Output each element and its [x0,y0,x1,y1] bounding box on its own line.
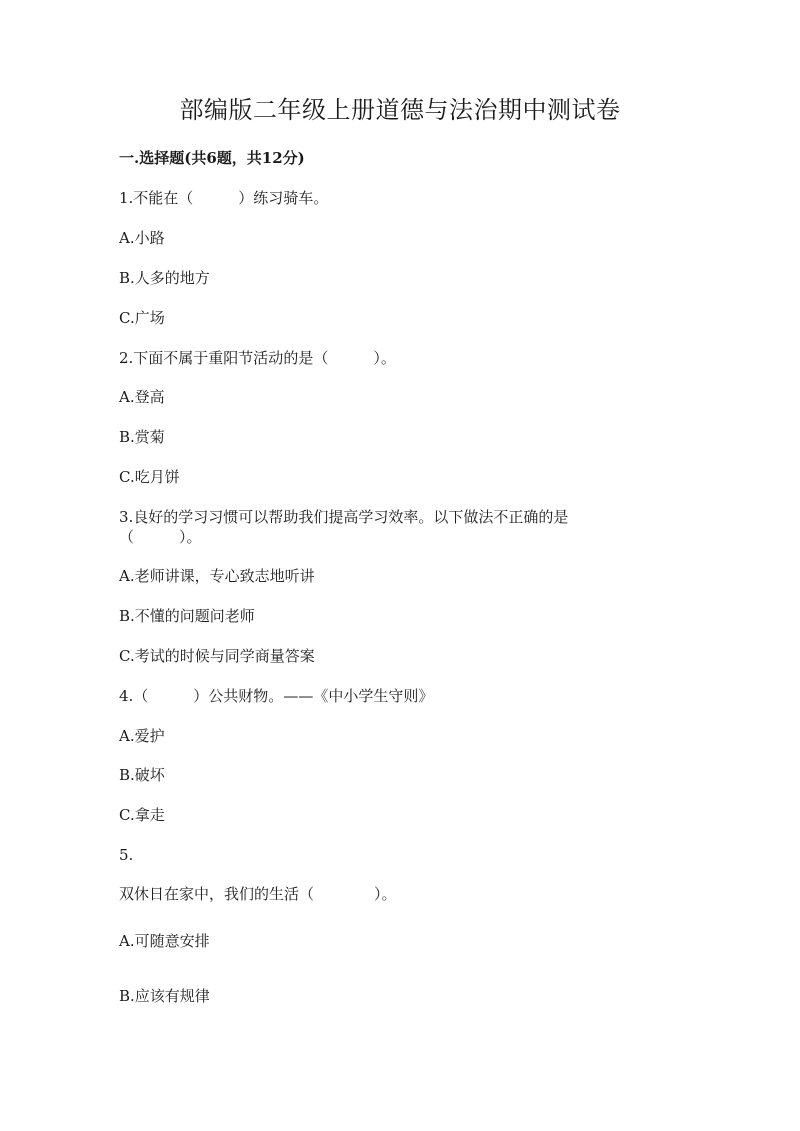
question-1-stem: 1.不能在（ ）练习骑车。 [119,189,329,207]
exam-title: 部编版二年级上册道德与法治期中测试卷 [179,96,621,124]
question-4-option-b: B.破坏 [119,766,165,784]
question-2-option-a: A.登高 [119,388,165,406]
question-4-option-c: C.拿走 [119,806,165,824]
question-1-option-a: A.小路 [119,229,165,247]
question-3-stem: 3.良好的学习习惯可以帮助我们提高学习效率。以下做法不正确的是 [119,508,569,526]
question-3-option-a: A.老师讲课，专心致志地听讲 [119,567,315,585]
question-3-option-b: B.不懂的问题问老师 [119,607,255,625]
question-2-option-b: B.赏菊 [119,428,165,446]
question-5-number: 5. [119,846,134,864]
question-5-option-a: A.可随意安排 [119,932,210,950]
question-5-option-b: B.应该有规律 [119,987,210,1005]
section-heading: 一.选择题(共6题，共12分) [119,149,305,167]
question-4-stem: 4.（ ）公共财物。——《中小学生守则》 [119,687,434,705]
question-1-option-c: C.广场 [119,309,165,327]
question-2-option-c: C.吃月饼 [119,468,180,486]
question-5-stem: 双休日在家中，我们的生活（ ）。 [119,885,397,903]
question-2-stem: 2.下面不属于重阳节活动的是（ ）。 [119,349,396,367]
question-1-option-b: B.人多的地方 [119,269,210,287]
question-4-option-a: A.爱护 [119,727,165,745]
question-3-option-c: C.考试的时候与同学商量答案 [119,647,315,665]
question-3-stem-continued: （ ）。 [119,528,202,546]
